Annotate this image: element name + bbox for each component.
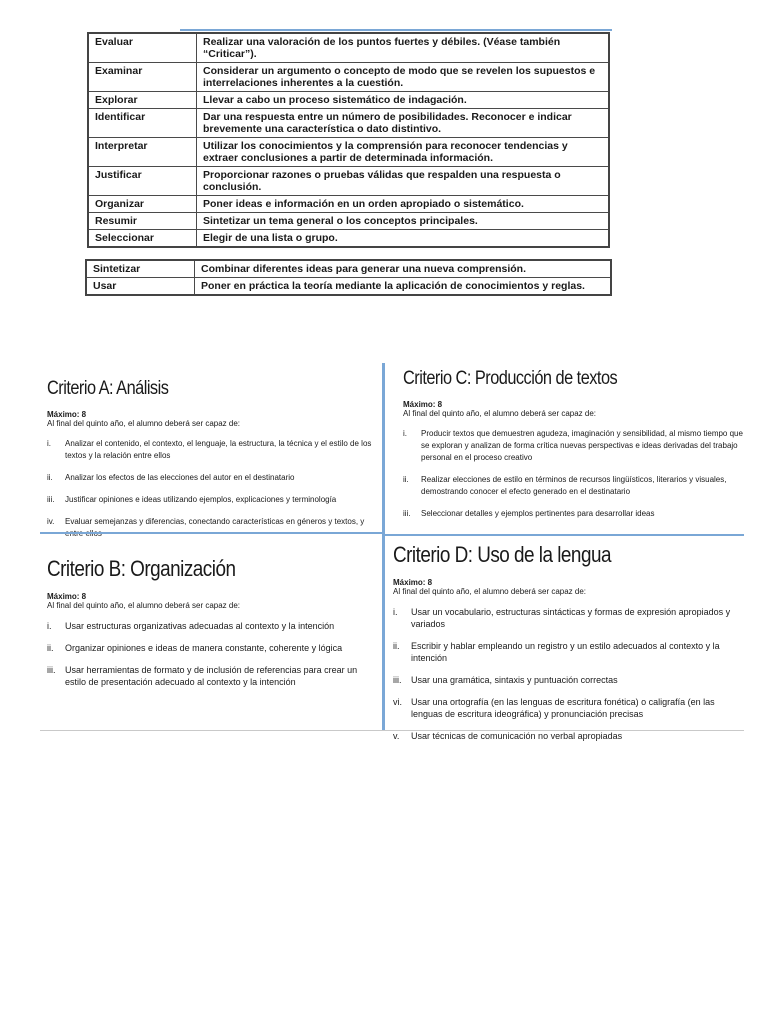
glossary-definition: Poner ideas e información en un orden apropiado o sistemático. <box>197 196 610 213</box>
glossary-row <box>88 196 609 213</box>
glossary-table-top <box>87 32 610 248</box>
criterion-item-text: Usar una gramática, sintaxis y puntuación correctas <box>411 675 618 685</box>
glossary-definition: Poner en práctica la teoría mediante la aplicación de conocimientos y reglas. <box>195 278 612 296</box>
criterion-item <box>47 620 377 632</box>
glossary-row <box>88 138 609 167</box>
criterion-b-intro: Al final del quinto año, el alumno deberá ser capaz de: <box>47 601 241 610</box>
criterion-item-number: i. <box>403 429 407 438</box>
criterion-item-number: ii. <box>47 473 53 482</box>
glossary-row <box>88 63 609 92</box>
criterion-item-number: i. <box>47 621 52 631</box>
criterion-d-title: Criterio D: Uso de la lengua <box>393 542 611 567</box>
criterion-item-text: Producir textos que demuestren agudeza, imaginación y sensibilidad, al mismo tiempo que se exploran y analizan de forma crítica nuevas perspectivas e ideas derivadas del trabajo personal en el proceso creativo <box>421 429 743 462</box>
glossary-term: Identificar <box>88 109 197 138</box>
glossary-term: Sintetizar <box>86 260 195 278</box>
criterion-c-list <box>403 428 743 520</box>
glossary-term: Examinar <box>88 63 197 92</box>
glossary-definition: Considerar un argumento o concepto de modo que se revelen los supuestos e interrelaciones inherentes a la cuestión. <box>197 63 610 92</box>
glossary-row <box>88 33 609 63</box>
glossary-definition: Elegir de una lista o grupo. <box>197 230 610 248</box>
criterion-b-list <box>47 620 377 688</box>
criterion-item <box>47 642 377 654</box>
vertical-divider <box>382 363 385 731</box>
glossary-term: Resumir <box>88 213 197 230</box>
criterion-item-number: ii. <box>47 643 54 653</box>
criterion-item-text: Seleccionar detalles y ejemplos pertinentes para desarrollar ideas <box>421 509 655 518</box>
glossary-row <box>88 213 609 230</box>
divider-right <box>384 534 744 536</box>
criterion-a-max: Máximo: 8 <box>47 410 87 419</box>
glossary-definition: Llevar a cabo un proceso sistemático de indagación. <box>197 92 610 109</box>
criterion-item <box>47 472 377 484</box>
criterion-item-text: Usar técnicas de comunicación no verbal apropiadas <box>411 731 623 741</box>
criterion-item <box>393 696 743 720</box>
criterion-item-text: Usar una ortografía (en las lenguas de escritura fonética) o caligrafía (en las lenguas de escritura ideográfica) y pronunciación precisas <box>411 697 715 719</box>
criterion-item <box>393 640 743 664</box>
criterion-item <box>47 516 377 540</box>
criterion-item-number: ii. <box>403 475 409 484</box>
glossary-definition: Realizar una valoración de los puntos fuertes y débiles. (Véase también “Criticar”). <box>197 33 610 63</box>
criterion-a <box>47 378 377 550</box>
criterion-item-number: iii. <box>47 665 56 675</box>
glossary-row <box>88 109 609 138</box>
criterion-item <box>403 428 743 464</box>
glossary-table-bottom <box>85 259 612 296</box>
criterion-item-number: i. <box>393 607 398 617</box>
criterion-item-number: iii. <box>403 509 411 518</box>
glossary-term: Explorar <box>88 92 197 109</box>
criterion-item-number: vi. <box>393 697 402 707</box>
glossary-row <box>88 167 609 196</box>
criterion-item-number: i. <box>47 439 51 448</box>
glossary-row <box>88 230 609 248</box>
criterion-item-text: Escribir y hablar empleando un registro y un estilo adecuados al contexto y la intención <box>411 641 720 663</box>
glossary-term: Justificar <box>88 167 197 196</box>
criterion-item <box>403 474 743 498</box>
criterion-item-text: Justificar opiniones e ideas utilizando ejemplos, explicaciones y terminología <box>65 495 337 504</box>
criterion-a-list <box>47 438 377 540</box>
criterion-c-title: Criterio C: Producción de textos <box>403 368 618 389</box>
criterion-item-text: Usar un vocabulario, estructuras sintácticas y formas de expresión apropiados y variados <box>411 607 731 629</box>
criterion-item <box>393 674 743 686</box>
criterion-item-text: Usar herramientas de formato y de inclusión de referencias para crear un estilo de presentación adecuado al contexto y la intención <box>65 665 358 687</box>
glossary-term: Organizar <box>88 196 197 213</box>
criterion-item-number: ii. <box>393 641 400 651</box>
criterion-item-number: iii. <box>393 675 402 685</box>
glossary-term: Evaluar <box>88 33 197 63</box>
glossary-definition: Combinar diferentes ideas para generar una nueva comprensión. <box>195 260 612 278</box>
glossary-definition: Sintetizar un tema general o los conceptos principales. <box>197 213 610 230</box>
glossary-term: Usar <box>86 278 195 296</box>
criterion-b <box>47 556 377 698</box>
criterion-item <box>47 438 377 462</box>
glossary-term: Seleccionar <box>88 230 197 248</box>
criterion-item-text: Organizar opiniones e ideas de manera constante, coherente y lógica <box>65 643 343 653</box>
criterion-item <box>47 494 377 506</box>
criterion-item-text: Analizar los efectos de las elecciones del autor en el destinatario <box>65 473 295 482</box>
criterion-b-title: Criterio B: Organización <box>47 556 236 581</box>
bottom-rule <box>40 730 744 731</box>
criterion-item <box>393 606 743 630</box>
criterion-c-intro: Al final del quinto año, el alumno deberá ser capaz de: <box>403 409 597 418</box>
top-accent-line <box>180 29 612 31</box>
criterion-c-max: Máximo: 8 <box>403 400 443 409</box>
glossary-row <box>86 260 611 278</box>
glossary-definition: Proporcionar razones o pruebas válidas que respalden una respuesta o conclusión. <box>197 167 610 196</box>
criterion-d-list <box>393 606 743 742</box>
criterion-d-intro: Al final del quinto año, el alumno deberá ser capaz de: <box>393 587 587 596</box>
criterion-d-max: Máximo: 8 <box>393 578 433 587</box>
divider-left <box>40 532 383 534</box>
criterion-b-max: Máximo: 8 <box>47 592 87 601</box>
criterion-a-intro: Al final del quinto año, el alumno deberá ser capaz de: <box>47 419 241 428</box>
criterion-item-text: Realizar elecciones de estilo en términos de recursos lingüísticos, literarios y visuales, demostrando conocer el efecto generado en el destinatario <box>421 475 727 496</box>
criterion-item <box>403 508 743 520</box>
criterion-item-text: Usar estructuras organizativas adecuadas al contexto y la intención <box>65 621 335 631</box>
glossary-definition: Dar una respuesta entre un número de posibilidades. Reconocer e indicar brevemente una característica o dato distintivo. <box>197 109 610 138</box>
criterion-a-title: Criterio A: Análisis <box>47 378 169 399</box>
glossary-row <box>86 278 611 296</box>
criterion-item-number: iv. <box>47 517 55 526</box>
criterion-item-number: v. <box>393 731 400 741</box>
glossary-row <box>88 92 609 109</box>
criterion-item <box>47 664 377 688</box>
criterion-item-number: iii. <box>47 495 55 504</box>
glossary-term: Interpretar <box>88 138 197 167</box>
criterion-item <box>393 730 743 742</box>
glossary-definition: Utilizar los conocimientos y la comprensión para reconocer tendencias y extraer conclusiones a partir de determinada información. <box>197 138 610 167</box>
criterion-c <box>403 368 743 530</box>
criterion-item-text: Evaluar semejanzas y diferencias, conectando características en géneros y textos, y <box>65 517 365 526</box>
criterion-item-text: Analizar el contenido, el contexto, el lenguaje, la estructura, la técnica y el estilo de los textos y la relación entre ellos <box>65 439 372 460</box>
criterion-d <box>393 542 743 752</box>
